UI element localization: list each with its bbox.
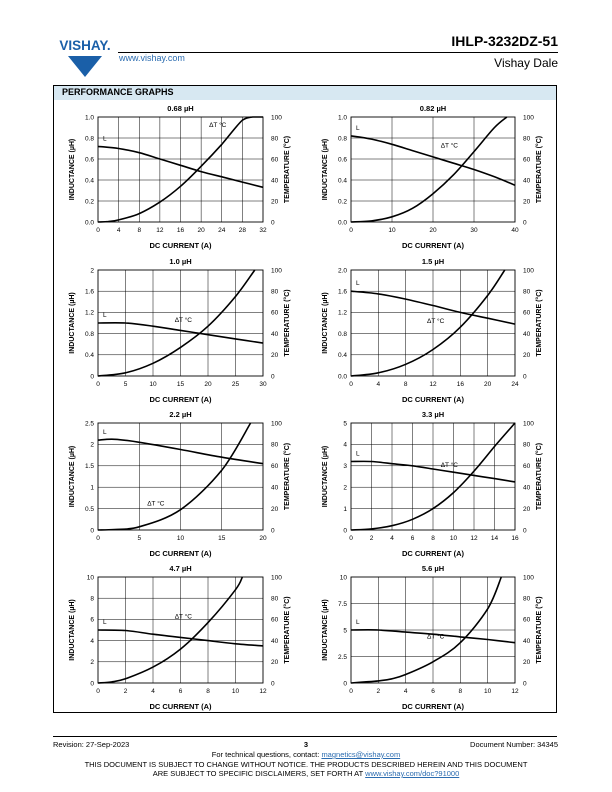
- x-tick-label: 8: [403, 381, 408, 388]
- chart-title: 5.6 µH: [421, 564, 445, 573]
- x-tick-label: 24: [511, 381, 519, 388]
- x-tick-label: 14: [490, 535, 499, 542]
- chart-title: 1.0 µH: [169, 257, 192, 266]
- y2-tick-label: 0: [523, 219, 527, 227]
- x-axis-label: DC CURRENT (A): [149, 549, 212, 558]
- y2-tick-label: 0: [523, 527, 527, 535]
- y-tick-label: 8: [90, 595, 94, 603]
- y2-tick-label: 40: [271, 330, 279, 338]
- y2-axis-label: TEMPERATURE (°C): [284, 596, 291, 664]
- x-tick-label: 2: [369, 535, 374, 542]
- x-tick-label: 10: [388, 227, 396, 234]
- x-tick-label: 6: [431, 688, 435, 695]
- x-tick-label: 10: [176, 535, 185, 542]
- y-tick-label: 6: [90, 616, 94, 624]
- y-tick-label: 1: [90, 484, 94, 492]
- y2-tick-label: 80: [523, 441, 531, 449]
- footer-rule: [53, 736, 557, 737]
- chart-title: 3.3 µH: [421, 410, 445, 419]
- disclaimer-line-2: [0, 769, 612, 778]
- y2-tick-label: 80: [523, 595, 531, 603]
- y-axis-label: INDUCTANCE (µH): [69, 599, 76, 661]
- y2-tick-label: 60: [523, 309, 531, 317]
- y-tick-label: 0: [90, 527, 94, 535]
- y-tick-label: 0.6: [84, 156, 94, 164]
- y-tick-label: 0.4: [337, 352, 347, 360]
- x-tick-label: 30: [470, 227, 478, 234]
- y2-tick-label: 20: [523, 505, 531, 513]
- y-tick-label: 2: [343, 484, 347, 492]
- website-link[interactable]: www.vishay.com: [119, 53, 185, 63]
- y-axis-label: INDUCTANCE (µH): [322, 138, 329, 201]
- y2-tick-label: 100: [271, 574, 282, 582]
- y2-axis-label: TEMPERATURE (°C): [284, 289, 291, 357]
- y-tick-label: 3: [343, 463, 347, 471]
- y2-tick-label: 0: [271, 219, 275, 227]
- y-tick-label: 10: [86, 574, 94, 582]
- y2-tick-label: 20: [523, 198, 531, 206]
- document-number: Document Number: 34345: [470, 740, 558, 749]
- y-tick-label: 7.5: [337, 600, 347, 608]
- y2-tick-label: 100: [271, 114, 282, 122]
- y-tick-label: 2: [90, 441, 94, 449]
- x-tick-label: 4: [403, 688, 408, 695]
- y-axis-label: INDUCTANCE (µH): [69, 292, 76, 354]
- y-tick-label: 1.5: [84, 463, 94, 471]
- disclaimer-line-1: THIS DOCUMENT IS SUBJECT TO CHANGE WITHOUT NOTICE. THE PRODUCTS DESCRIBED HEREIN AND THIS DOCUMENT: [84, 760, 528, 769]
- y-tick-label: 0.8: [337, 135, 347, 143]
- x-tick-label: 40: [511, 227, 519, 234]
- chart-title: 0.68 µH: [167, 104, 194, 113]
- inductance-series-label: L: [356, 450, 360, 458]
- y-tick-label: 0.4: [337, 177, 347, 185]
- y2-axis-label: TEMPERATURE (°C): [284, 135, 291, 204]
- y-tick-label: 0.0: [337, 219, 347, 227]
- chart-5: [69, 410, 291, 558]
- y-tick-label: 0: [343, 527, 347, 535]
- y-tick-label: 5: [343, 420, 347, 428]
- x-tick-label: 0: [96, 688, 100, 695]
- x-tick-label: 32: [259, 227, 267, 234]
- y2-tick-label: 100: [523, 420, 534, 428]
- y2-tick-label: 60: [523, 616, 531, 624]
- y2-tick-label: 40: [271, 177, 279, 185]
- division-name: Vishay Dale: [494, 56, 558, 70]
- contact-prefix: For technical questions, contact:: [211, 750, 322, 759]
- y2-tick-label: 40: [271, 637, 279, 645]
- inductance-series-label: L: [103, 619, 107, 626]
- y-tick-label: 1.2: [337, 309, 347, 317]
- chart-6: [322, 410, 543, 558]
- temperature-series-label: ΔT °C: [427, 633, 445, 641]
- inductance-series-label: L: [103, 135, 107, 143]
- x-axis-label: DC CURRENT (A): [149, 241, 212, 250]
- y-tick-label: 0.8: [84, 330, 94, 338]
- y-tick-label: 0.8: [84, 135, 94, 143]
- x-tick-label: 16: [176, 227, 185, 234]
- x-tick-label: 0: [349, 688, 353, 695]
- inductance-series-label: L: [356, 619, 360, 626]
- y-tick-label: 2: [90, 267, 94, 275]
- chart-title: 4.7 µH: [169, 564, 192, 573]
- y-axis-label: INDUCTANCE (µH): [69, 138, 76, 201]
- chart-4: [322, 257, 543, 404]
- y2-tick-label: 40: [271, 484, 279, 492]
- contact-email-link[interactable]: magnetics@vishay.com: [321, 750, 401, 759]
- y2-tick-label: 0: [271, 680, 275, 688]
- y2-tick-label: 80: [271, 595, 279, 603]
- y2-tick-label: 80: [271, 288, 279, 296]
- y-tick-label: 0.5: [84, 505, 94, 513]
- x-tick-label: 25: [231, 381, 240, 388]
- section-title: PERFORMANCE GRAPHS: [62, 87, 174, 97]
- chart-title: 0.82 µH: [419, 104, 447, 113]
- inductance-series-label: L: [356, 124, 360, 132]
- y2-tick-label: 20: [523, 659, 531, 667]
- y2-tick-label: 40: [523, 637, 531, 645]
- x-tick-label: 16: [511, 535, 519, 542]
- y-tick-label: 0.4: [84, 352, 94, 360]
- x-tick-label: 16: [456, 381, 464, 388]
- y2-tick-label: 0: [271, 527, 275, 535]
- y2-tick-label: 80: [523, 135, 531, 143]
- y2-tick-label: 20: [523, 352, 531, 360]
- y2-axis-label: TEMPERATURE (°C): [536, 442, 543, 511]
- x-tick-label: 0: [349, 381, 353, 388]
- x-tick-label: 10: [231, 688, 240, 695]
- y2-tick-label: 80: [523, 288, 531, 296]
- y2-tick-label: 0: [523, 373, 527, 381]
- y-tick-label: 1.2: [84, 309, 94, 317]
- x-axis-label: DC CURRENT (A): [401, 549, 465, 558]
- x-tick-label: 10: [449, 535, 458, 542]
- y-axis-label: INDUCTANCE (µH): [322, 445, 329, 508]
- y2-tick-label: 100: [271, 420, 282, 428]
- x-tick-label: 8: [137, 227, 142, 234]
- y2-tick-label: 60: [271, 309, 279, 317]
- x-tick-label: 8: [431, 535, 435, 542]
- y-tick-label: 4: [90, 637, 94, 645]
- y2-tick-label: 60: [271, 463, 279, 471]
- x-tick-label: 12: [429, 381, 437, 388]
- inductance-series-label: L: [103, 312, 107, 319]
- x-tick-label: 12: [470, 535, 478, 542]
- x-tick-label: 10: [484, 688, 492, 695]
- x-tick-label: 0: [96, 227, 100, 234]
- temperature-curve: [351, 117, 507, 222]
- y-tick-label: 4: [343, 441, 347, 449]
- y-tick-label: 0.2: [84, 198, 94, 206]
- temperature-series-label: ΔT °C: [440, 142, 458, 150]
- y-tick-label: 2: [90, 659, 94, 667]
- y2-axis-label: TEMPERATURE (°C): [536, 289, 543, 357]
- y2-tick-label: 20: [271, 198, 279, 206]
- y-tick-label: 1.0: [84, 114, 94, 122]
- x-tick-label: 12: [511, 688, 519, 695]
- x-axis-label: DC CURRENT (A): [401, 702, 465, 711]
- x-tick-label: 2: [376, 688, 381, 695]
- page-number: 3: [303, 740, 309, 749]
- y-tick-label: 2.5: [84, 420, 94, 428]
- y-axis-label: INDUCTANCE (µH): [322, 599, 329, 661]
- x-tick-label: 20: [259, 535, 267, 542]
- x-tick-label: 28: [238, 227, 246, 234]
- y-tick-label: 10: [339, 574, 347, 582]
- y-tick-label: 5: [343, 627, 347, 635]
- temperature-series-label: ΔT °C: [147, 500, 165, 508]
- temperature-series-label: ΔT °C: [174, 613, 192, 621]
- y-tick-label: 0: [90, 373, 94, 381]
- y2-tick-label: 100: [523, 114, 534, 122]
- chart-8: [322, 564, 543, 711]
- x-axis-label: DC CURRENT (A): [401, 241, 465, 250]
- y-tick-label: 1.0: [337, 114, 347, 122]
- x-tick-label: 10: [149, 381, 157, 388]
- y2-tick-label: 80: [271, 441, 279, 449]
- x-tick-label: 8: [458, 688, 463, 695]
- y-axis-label: INDUCTANCE (µH): [69, 445, 76, 508]
- x-tick-label: 5: [123, 381, 128, 388]
- x-tick-label: 0: [96, 535, 100, 542]
- y-tick-label: 0: [90, 680, 94, 688]
- y2-tick-label: 80: [271, 135, 279, 143]
- x-tick-label: 15: [176, 381, 185, 388]
- x-tick-label: 20: [204, 381, 212, 388]
- x-tick-label: 6: [178, 688, 183, 695]
- y2-tick-label: 60: [523, 463, 531, 471]
- chart-1: [69, 104, 291, 250]
- x-tick-label: 12: [259, 688, 267, 695]
- x-tick-label: 20: [484, 381, 492, 388]
- y2-tick-label: 20: [271, 505, 279, 513]
- x-axis-label: DC CURRENT (A): [401, 395, 465, 404]
- x-tick-label: 0: [349, 227, 353, 234]
- temperature-series-label: ΔT °C: [427, 318, 445, 326]
- y2-tick-label: 20: [271, 352, 279, 360]
- contact-line: [0, 750, 612, 759]
- x-axis-label: DC CURRENT (A): [149, 702, 212, 711]
- y2-tick-label: 100: [271, 267, 282, 275]
- y2-tick-label: 60: [523, 156, 531, 164]
- y2-tick-label: 40: [523, 177, 531, 185]
- x-tick-label: 20: [197, 227, 205, 234]
- x-tick-label: 4: [376, 381, 381, 388]
- y2-tick-label: 0: [271, 373, 275, 381]
- x-tick-label: 0: [349, 535, 353, 542]
- x-tick-label: 0: [96, 381, 100, 388]
- x-tick-label: 12: [156, 227, 164, 234]
- x-tick-label: 2: [123, 688, 128, 695]
- chart-title: 2.2 µH: [169, 410, 192, 419]
- chart-title: 1.5 µH: [421, 257, 445, 266]
- y2-tick-label: 60: [271, 156, 279, 164]
- disclaimer-link[interactable]: www.vishay.com/doc?91000: [365, 769, 460, 778]
- y2-axis-label: TEMPERATURE (°C): [284, 442, 291, 511]
- y-tick-label: 0.4: [84, 177, 94, 185]
- y2-tick-label: 40: [523, 484, 531, 492]
- y2-tick-label: 0: [523, 680, 527, 688]
- x-tick-label: 4: [390, 535, 394, 542]
- y2-tick-label: 100: [523, 574, 534, 582]
- y-tick-label: 1.6: [84, 288, 94, 296]
- x-tick-label: 15: [218, 535, 226, 542]
- x-tick-label: 4: [151, 688, 155, 695]
- y2-axis-label: TEMPERATURE (°C): [536, 596, 543, 664]
- x-tick-label: 24: [218, 227, 226, 234]
- y-tick-label: 1: [343, 505, 347, 513]
- x-axis-label: DC CURRENT (A): [149, 395, 212, 404]
- product-title: IHLP-3232DZ-51: [451, 33, 558, 49]
- chart-2: [322, 104, 543, 250]
- chart-7: [69, 564, 291, 711]
- x-tick-label: 8: [206, 688, 210, 695]
- y-tick-label: 0.8: [337, 330, 347, 338]
- y2-axis-label: TEMPERATURE (°C): [536, 135, 543, 204]
- chart-3: [69, 257, 291, 404]
- temperature-series-label: ΔT °C: [174, 317, 192, 325]
- x-tick-label: 4: [116, 227, 121, 234]
- inductance-series-label: L: [103, 429, 107, 437]
- y-tick-label: 2.0: [337, 267, 347, 275]
- revision-date: Revision: 27-Sep-2023: [53, 740, 130, 749]
- temperature-series-label: ΔT °C: [440, 462, 458, 470]
- y-tick-label: 0.0: [337, 373, 347, 381]
- y-tick-label: 0.6: [337, 156, 347, 164]
- y-tick-label: 0.0: [84, 219, 94, 227]
- y2-tick-label: 60: [271, 616, 279, 624]
- y-tick-label: 0.2: [337, 198, 347, 206]
- vishay-logo-text: VISHAY.: [59, 38, 111, 53]
- y-tick-label: 0: [343, 680, 347, 688]
- x-tick-label: 30: [259, 381, 267, 388]
- y2-tick-label: 100: [523, 267, 534, 275]
- x-tick-label: 5: [137, 535, 142, 542]
- y2-tick-label: 40: [523, 330, 531, 338]
- x-tick-label: 20: [429, 227, 437, 234]
- x-tick-label: 6: [410, 535, 415, 542]
- y-axis-label: INDUCTANCE (µH): [322, 292, 329, 354]
- temperature-series-label: ΔT °C: [209, 122, 227, 129]
- y-tick-label: 1.6: [337, 288, 347, 296]
- inductance-series-label: L: [356, 280, 360, 288]
- y2-tick-label: 20: [271, 659, 279, 667]
- disclaimer-prefix: ARE SUBJECT TO SPECIFIC DISCLAIMERS, SET FORTH AT: [152, 769, 366, 778]
- y-tick-label: 2.5: [337, 653, 347, 661]
